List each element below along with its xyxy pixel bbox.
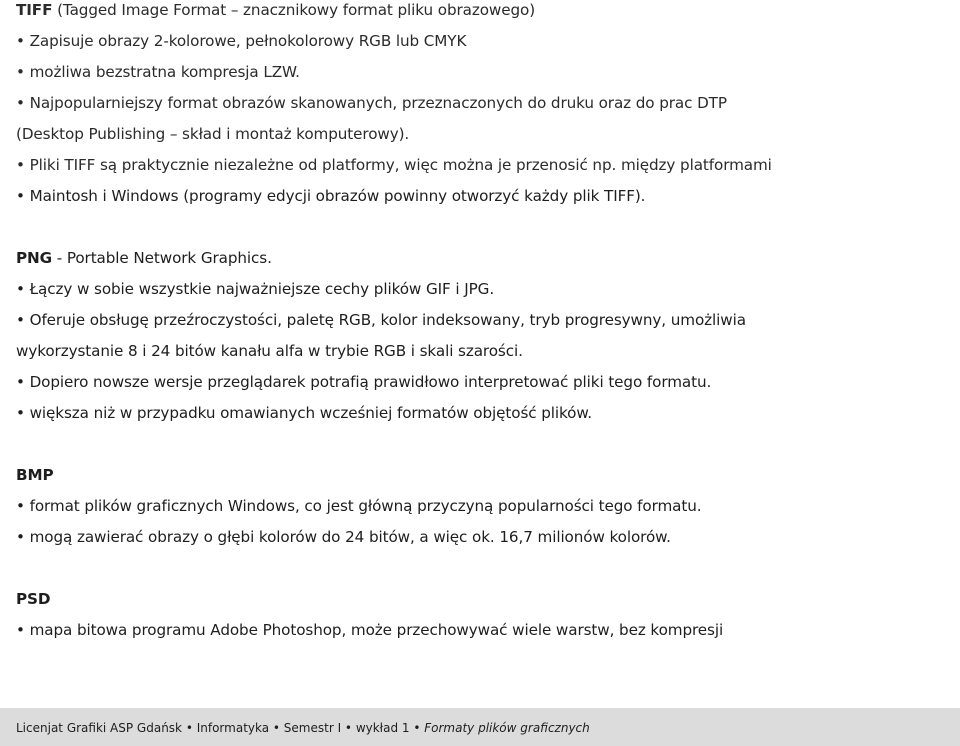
tiff-line: • Najpopularniejszy format obrazów skanowanych, przeznaczonych do druku oraz do prac DTP <box>16 94 727 112</box>
tiff-heading-rest: (Tagged Image Format – znacznikowy format pliku obrazowego) <box>52 1 536 19</box>
png-line: • Łączy w sobie wszystkie najważniejsze cechy plików GIF i JPG. <box>16 280 495 298</box>
tiff-line: • możliwa bezstratna kompresja LZW. <box>16 63 300 81</box>
tiff-heading-bold: TIFF <box>16 1 53 19</box>
tiff-line: (Desktop Publishing – skład i montaż komputerowy). <box>16 125 410 143</box>
footer-course: Licenjat Grafiki ASP Gdańsk • Informatyka • Semestr I • wykład 1 • <box>16 721 425 735</box>
png-line: wykorzystanie 8 i 24 bitów kanału alfa w trybie RGB i skali szarości. <box>16 342 523 360</box>
png-heading <box>16 248 272 268</box>
psd-line: • mapa bitowa programu Adobe Photoshop, może przechowywać wiele warstw, bez kompresji <box>16 621 724 639</box>
png-heading-rest: - Portable Network Graphics. <box>52 249 272 267</box>
footer-bar <box>0 708 960 746</box>
footer-topic: Formaty plików graficznych <box>424 721 590 735</box>
png-line: • Oferuje obsługę przeźroczystości, paletę RGB, kolor indeksowany, tryb progresywny, umożliwia <box>16 311 746 329</box>
psd-heading: PSD <box>16 590 51 608</box>
footer-text <box>16 720 590 736</box>
png-line: • Dopiero nowsze wersje przeglądarek potrafią prawidłowo interpretować pliki tego formatu. <box>16 373 712 391</box>
bmp-line: • format plików graficznych Windows, co jest główną przyczyną popularności tego formatu. <box>16 497 702 515</box>
tiff-heading <box>16 0 535 20</box>
png-line: • większa niż w przypadku omawianych wcześniej formatów objętość plików. <box>16 404 593 422</box>
tiff-line: • Maintosh i Windows (programy edycji obrazów powinny otworzyć każdy plik TIFF). <box>16 187 646 205</box>
bmp-heading: BMP <box>16 466 54 484</box>
tiff-line: • Pliki TIFF są praktycznie niezależne od platformy, więc można je przenosić np. między platformami <box>16 156 772 174</box>
png-heading-bold: PNG <box>16 249 53 267</box>
bmp-line: • mogą zawierać obrazy o głębi kolorów do 24 bitów, a więc ok. 16,7 milionów kolorów. <box>16 528 671 546</box>
tiff-line: • Zapisuje obrazy 2-kolorowe, pełnokolorowy RGB lub CMYK <box>16 32 467 50</box>
